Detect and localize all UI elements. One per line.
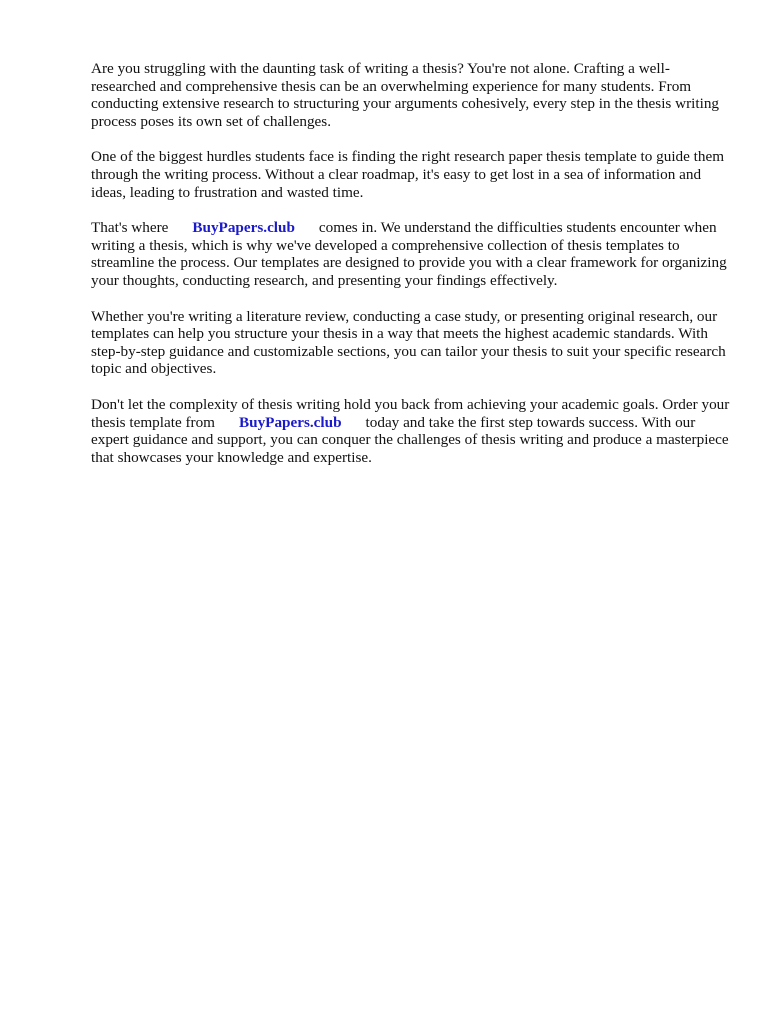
buypapers-order-link[interactable]: BuyPapers.club <box>239 413 342 431</box>
paragraph-service-lead: That's where <box>91 219 169 237</box>
paragraph-service-rest: comes in. We understand the difficulties students encounter when writing a thesis, which is why we've developed a comprehensive collection of thesis templates to streamline the process. Our templates are designed to provide you with a clear framework for organizing your thoughts, conducting research, and presenting your findings effectively. <box>91 219 727 289</box>
document-body <box>91 60 731 484</box>
paragraph-cta-lead: Don't let the complexity of thesis writing hold you back from achieving your academic goals. Order your thesis template from <box>91 395 730 431</box>
paragraph-service <box>91 219 731 289</box>
paragraph-hurdles: One of the biggest hurdles students face is finding the right research paper thesis template to guide them through the writing process. Without a clear roadmap, it's easy to get lost in a sea of information and ideas, leading to frustration and wasted time. <box>91 148 725 201</box>
buypapers-link[interactable]: BuyPapers.club <box>192 219 295 237</box>
paragraph-intro: Are you struggling with the daunting task of writing a thesis? You're not alone. Crafting a well-researched and comprehensive thesis can be an overwhelming experience for many students. From conducting extensive research to structuring your arguments cohesively, every step in the thesis writing process poses its own set of challenges. <box>91 60 720 130</box>
paragraph-cta <box>91 396 731 466</box>
paragraph-cta-rest: today and take the first step towards success. With our expert guidance and support, you can conquer the challenges of thesis writing and produce a masterpiece that showcases your knowledge and expertise. <box>91 413 729 466</box>
paragraph-templates: Whether you're writing a literature review, conducting a case study, or presenting original research, our templates can help you structure your thesis in a way that meets the highest academic standards. With step-by-step guidance and customizable sections, you can tailor your thesis to suit your specific research topic and objectives. <box>91 307 726 378</box>
